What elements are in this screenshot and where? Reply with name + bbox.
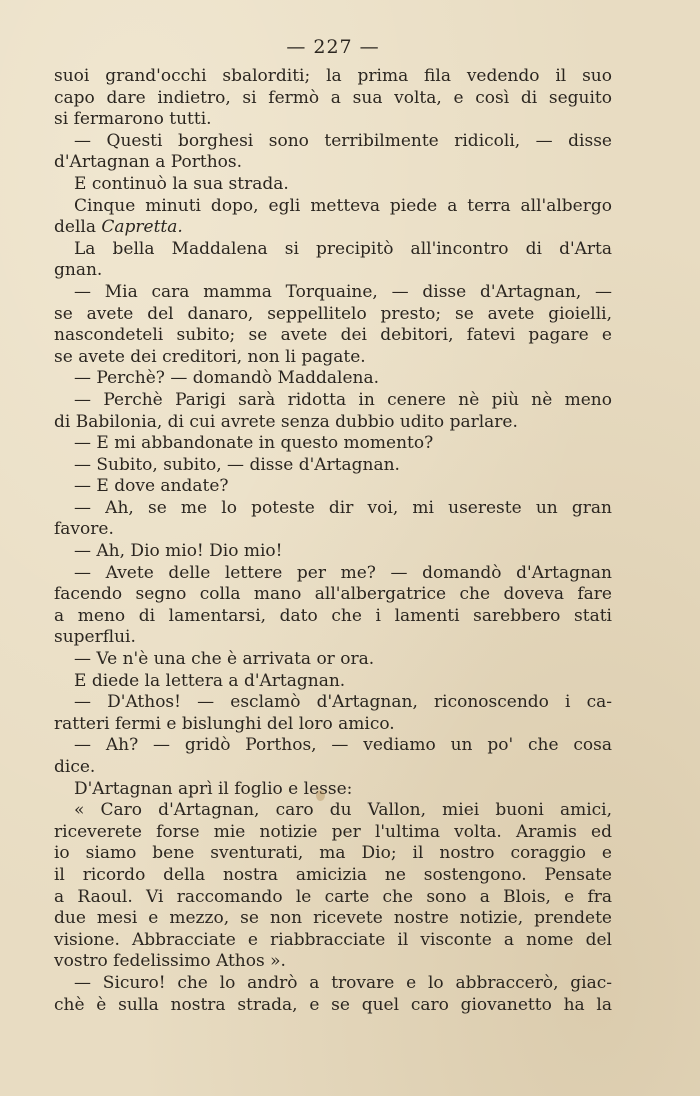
text-line: chè è sulla nostra strada, e se quel caro giovanetto ha la xyxy=(54,994,612,1015)
text-line: d'Artagnan a Porthos. xyxy=(54,152,243,173)
text-line: — E mi abbandonate in questo momento? xyxy=(74,433,434,454)
text-line: E diede la lettera a d'Artagnan. xyxy=(74,670,346,691)
text-line: — Avete delle lettere per me? — domandò d'Artagnan xyxy=(74,562,612,583)
italic-name: Capretta. xyxy=(101,217,183,238)
text-line xyxy=(54,217,612,239)
text-line: dice. xyxy=(54,757,96,777)
text-line: « Caro d'Artagnan, caro du Vallon, miei buoni amici, xyxy=(74,800,612,821)
text-line: facendo segno colla mano all'albergatrice che doveva fare xyxy=(54,584,612,605)
text-line: — Perchè Parigi sarà ridotta in cenere nè più nè meno xyxy=(74,389,612,410)
text-line: — Ve n'è una che è arrivata or ora. xyxy=(74,649,375,670)
text-line: D'Artagnan aprì il foglio e lesse: xyxy=(74,778,353,799)
text-line: — Ah, Dio mio! Dio mio! xyxy=(74,541,283,562)
text-line: visione. Abbracciate e riabbracciate il visconte a nome del xyxy=(54,929,612,950)
text-line: gnan. xyxy=(54,260,103,281)
text-line: La bella Maddalena si precipitò all'incontro di d'Arta xyxy=(74,238,612,259)
text-line: a Raoul. Vi raccomando le carte che sono a Blois, e fra xyxy=(54,886,612,907)
text-line: — Perchè? — domandò Maddalena. xyxy=(74,368,379,389)
text-fragment: della xyxy=(54,217,96,238)
text-line: — Questi borghesi sono terribilmente ridicoli, — disse xyxy=(74,130,612,151)
text-line: il ricordo della nostra amicizia ne sostengono. Pensate xyxy=(54,864,612,885)
text-line: se avete dei creditori, non li pagate. xyxy=(54,346,366,367)
text-line: E continuò la sua strada. xyxy=(74,173,289,194)
text-line: capo dare indietro, si fermò a sua volta, e così di seguito xyxy=(54,87,612,108)
paper-stain xyxy=(316,790,325,801)
text-line: ratteri fermi e bislunghi del loro amico. xyxy=(54,713,395,734)
text-line: — E dove andate? xyxy=(74,476,229,497)
text-line: Cinque minuti dopo, egli metteva piede a terra all'albergo xyxy=(74,195,612,216)
text-line: suoi grand'occhi sbalorditi; la prima fila vedendo il suo xyxy=(54,66,612,86)
text-line: superflui. xyxy=(54,627,136,648)
body-text xyxy=(54,66,612,1016)
text-line: — Ah? — gridò Porthos, — vediamo un po' che cosa xyxy=(74,735,612,756)
text-line: a meno di lamentarsi, dato che i lamenti sarebbero stati xyxy=(54,605,612,626)
text-line: — Subito, subito, — disse d'Artagnan. xyxy=(74,454,400,475)
text-line: io siamo bene sventurati, ma Dio; il nostro coraggio e xyxy=(54,843,612,864)
text-line: di Babilonia, di cui avrete senza dubbio udito parlare. xyxy=(54,411,518,432)
text-line: favore. xyxy=(54,519,114,540)
text-line: si fermarono tutti. xyxy=(54,109,212,130)
text-line: due mesi e mezzo, se non ricevete nostre notizie, prendete xyxy=(54,908,612,929)
text-line: vostro fedelissimo Athos ». xyxy=(54,951,286,972)
text-line: — Mia cara mamma Torquaine, — disse d'Artagnan, — xyxy=(74,281,612,302)
text-line: se avete del danaro, seppellitelo presto; se avete gioielli, xyxy=(54,303,612,324)
text-line: — Ah, se me lo poteste dir voi, mi usereste un gran xyxy=(74,497,612,518)
text-line: nascondeteli subito; se avete dei debitori, fatevi pagare e xyxy=(54,325,612,346)
text-line: — Sicuro! che lo andrò a trovare e lo abbraccerò, giac- xyxy=(74,972,612,993)
text-line: — D'Athos! — esclamò d'Artagnan, riconoscendo i ca- xyxy=(74,692,612,713)
text-line: riceverete forse mie notizie per l'ultima volta. Aramis ed xyxy=(54,821,612,842)
page-number: — 227 — xyxy=(286,36,380,58)
